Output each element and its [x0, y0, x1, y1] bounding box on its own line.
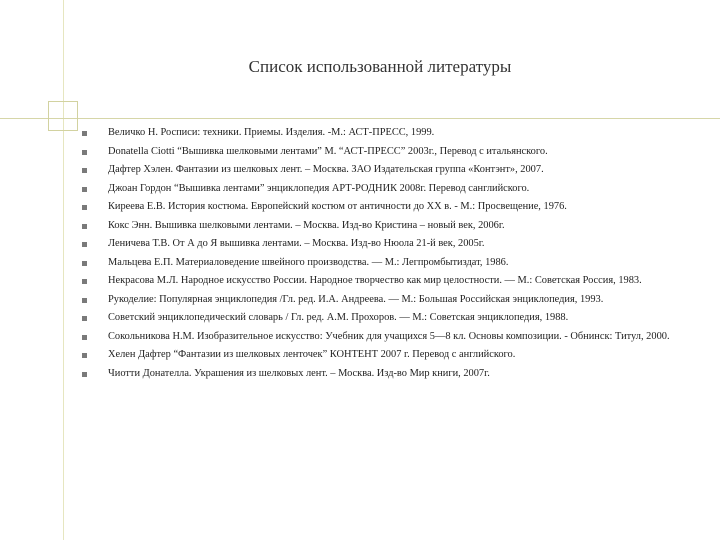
reference-item — [82, 272, 702, 291]
reference-item — [82, 217, 702, 236]
square-bullet-icon — [82, 279, 87, 284]
reference-text: Мальцева Е.П. Материаловедение швейного производства. — М.: Легпромбытиздат, 1986. — [108, 256, 509, 268]
square-bullet-icon — [82, 372, 87, 377]
square-bullet-icon — [82, 316, 87, 321]
reference-item — [82, 235, 702, 254]
reference-item — [82, 161, 702, 180]
reference-item — [82, 180, 702, 199]
frame-accent-square — [48, 101, 78, 131]
reference-item — [82, 124, 702, 143]
square-bullet-icon — [82, 353, 87, 358]
reference-text: Киреева Е.В. История костюма. Европейский костюм от античности до XX в. - М.: Просвещение, 1976. — [108, 201, 567, 212]
reference-item — [82, 254, 702, 273]
reference-list — [82, 124, 702, 383]
square-bullet-icon — [82, 224, 87, 229]
square-bullet-icon — [82, 150, 87, 155]
slide-title: Список использованной литературы — [248, 57, 512, 76]
reference-text: Дафтер Хэлен. Фантазии из шелковых лент. – Москва. ЗАО Издательская группа «Контэнт», 2007. — [108, 164, 544, 175]
square-bullet-icon — [82, 261, 87, 266]
square-bullet-icon — [82, 187, 87, 192]
square-bullet-icon — [82, 168, 87, 173]
reference-text: Джоан Гордон “Вышивка лентами” энциклопедия АРТ-РОДНИК 2008г. Перевод санглийского. — [108, 182, 530, 194]
reference-text: Рукоделие: Популярная энциклопедия /Гл. ред. И.А. Андреева. — М.: Большая Российская энциклопедия, 1993. — [108, 293, 604, 305]
frame-horizontal-line — [0, 118, 720, 119]
reference-item — [82, 291, 702, 310]
frame-vertical-line — [63, 0, 64, 540]
reference-text: Чиотти Донателла. Украшения из шелковых лент. – Москва. Изд-во Мир книги, 2007г. — [108, 367, 490, 379]
reference-text: Величко Н. Росписи: техники. Приемы. Изделия. -М.: АСТ-ПРЕСС, 1999. — [108, 127, 435, 138]
reference-item — [82, 309, 702, 328]
square-bullet-icon — [82, 242, 87, 247]
square-bullet-icon — [82, 298, 87, 303]
reference-text: Хелен Дафтер “Фантазии из шелковых ленточек” КОНТЕНТ 2007 г. Перевод с английского. — [108, 349, 516, 360]
reference-item — [82, 346, 702, 365]
square-bullet-icon — [82, 205, 87, 210]
reference-text: Сокольникова Н.М. Изобразительное искусство: Учебник для учащихся 5—8 кл. Основы композиции. - Обнинск: Титул, 2000. — [108, 330, 670, 342]
reference-item — [82, 328, 702, 347]
square-bullet-icon — [82, 131, 87, 136]
reference-item — [82, 143, 702, 162]
reference-item — [82, 365, 702, 384]
reference-text: Советский энциклопедический словарь / Гл. ред. А.М. Прохоров. — М.: Советская энциклопедия, 1988. — [108, 312, 569, 323]
reference-text: Некрасова М.Л. Народное искусство России. Народное творчество как мир целостности. — М.: Советская Россия, 1983. — [108, 275, 642, 286]
reference-text: Donatella Ciotti “Вышивка шелковыми лентами” М. “АСТ-ПРЕСС” 2003г., Перевод с итальянского. — [108, 145, 548, 157]
square-bullet-icon — [82, 335, 87, 340]
reference-text: Кокс Энн. Вышивка шелковыми лентами. – Москва. Изд-во Кристина – новый век, 2006г. — [108, 219, 505, 231]
reference-item — [82, 198, 702, 217]
reference-text: Леничева Т.В. От А до Я вышивка лентами. – Москва. Изд-во Нюола 21-й век, 2005г. — [108, 238, 485, 249]
